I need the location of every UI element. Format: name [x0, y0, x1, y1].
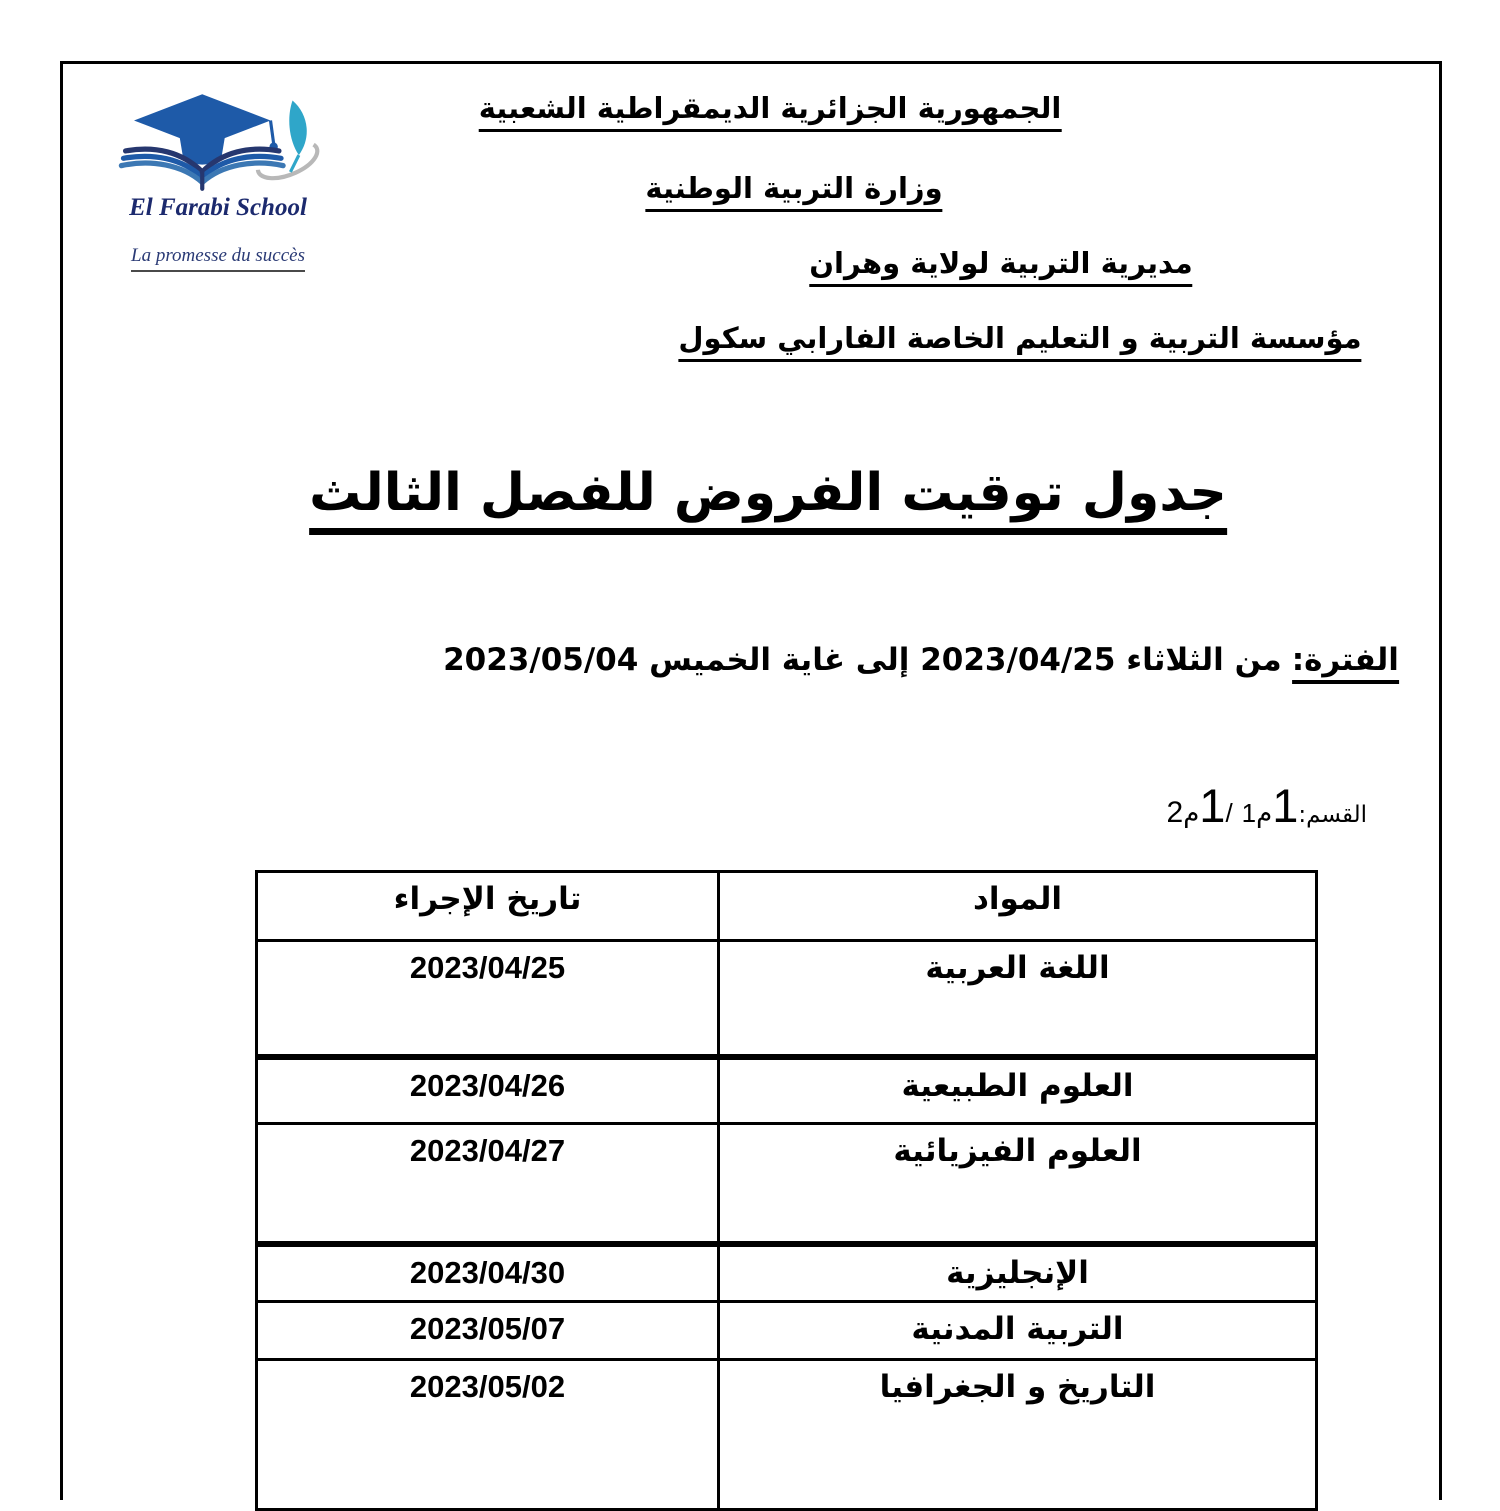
date-cell: 2023/04/30	[257, 1244, 719, 1302]
period-text: من الثلاثاء 2023/04/25 إلى غاية الخميس 2023/05/04	[443, 642, 1282, 678]
section-slash: /	[1225, 798, 1233, 828]
column-header-date: تاريخ الإجراء	[257, 872, 719, 941]
subject-cell: الإنجليزية	[719, 1244, 1317, 1302]
date-cell: 2023/05/02	[257, 1360, 719, 1510]
section-digit-2: 1	[1199, 779, 1226, 832]
date-cell: 2023/04/27	[257, 1124, 719, 1244]
table-row	[257, 1302, 1317, 1360]
feather-icon	[289, 101, 306, 172]
page-title: جدول توقيت الفروض للفصل الثالث	[309, 462, 1227, 524]
date-cell: 2023/04/26	[257, 1057, 719, 1124]
period-line	[443, 640, 1399, 680]
section-num-1: 1	[1241, 798, 1257, 828]
school-tagline: La promesse du succès	[131, 245, 305, 273]
table-row	[257, 1124, 1317, 1244]
table-row	[257, 1057, 1317, 1124]
column-header-subjects: المواد	[719, 872, 1317, 941]
header-line-ministry: وزارة التربية الوطنية	[645, 172, 942, 205]
subject-cell: العلوم الفيزيائية	[719, 1124, 1317, 1244]
table-header-row	[257, 872, 1317, 941]
section-meem-1: م	[1256, 799, 1273, 829]
school-logo-graphic	[113, 92, 323, 192]
date-cell: 2023/04/25	[257, 941, 719, 1057]
subject-cell: العلوم الطبيعية	[719, 1057, 1317, 1124]
subject-cell: التاريخ و الجغرافيا	[719, 1360, 1317, 1510]
document-page	[60, 61, 1442, 1500]
table-row	[257, 941, 1317, 1057]
header-line-republic: الجمهورية الجزائرية الديمقراطية الشعبية	[479, 92, 1062, 125]
subject-cell: اللغة العربية	[719, 941, 1317, 1057]
school-name: El Farabi School	[129, 194, 307, 221]
subject-cell: التربية المدنية	[719, 1302, 1317, 1360]
period-label: الفترة:	[1292, 642, 1399, 684]
header-line-directorate: مديرية التربية لولاية وهران	[809, 247, 1192, 280]
section-meem-2: م	[1183, 799, 1200, 829]
table-row	[257, 1244, 1317, 1302]
section-line	[1166, 779, 1368, 832]
section-digit-1: 1	[1272, 779, 1299, 832]
table-row	[257, 1360, 1317, 1510]
date-cell: 2023/05/07	[257, 1302, 719, 1360]
header-line-school: مؤسسة التربية و التعليم الخاصة الفارابي سكول	[678, 322, 1361, 355]
section-num-2: 2	[1166, 796, 1184, 829]
school-logo	[101, 92, 335, 272]
section-label: القسم:	[1298, 802, 1367, 828]
exam-schedule-table	[255, 870, 1318, 1511]
